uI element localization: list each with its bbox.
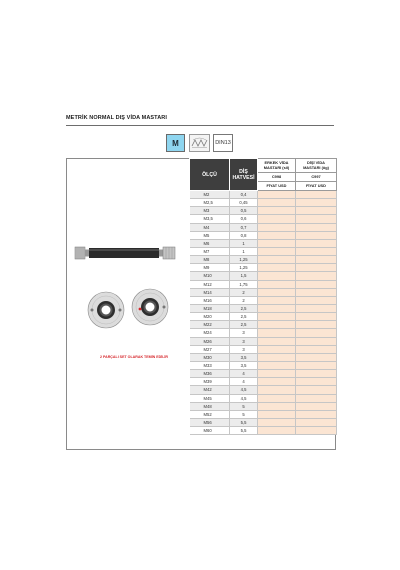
table-row bbox=[190, 329, 337, 337]
female-gauge-header bbox=[296, 159, 337, 173]
table-row bbox=[190, 288, 337, 296]
female-price-cell bbox=[296, 272, 337, 280]
size-cell: M24 bbox=[190, 329, 230, 337]
pitch-cell: 0,7 bbox=[230, 223, 258, 231]
male-gauge-header bbox=[258, 159, 296, 173]
size-cell: M16 bbox=[190, 296, 230, 304]
female-price-cell bbox=[296, 223, 337, 231]
male-price-cell bbox=[258, 247, 296, 255]
pitch-cell: 1,5 bbox=[230, 272, 258, 280]
female-price-cell bbox=[296, 239, 337, 247]
female-price-cell bbox=[296, 199, 337, 207]
table-row bbox=[190, 386, 337, 394]
size-cell: M30 bbox=[190, 353, 230, 361]
male-price-cell bbox=[258, 353, 296, 361]
male-price-cell bbox=[258, 370, 296, 378]
table-row bbox=[190, 264, 337, 272]
size-cell: M48 bbox=[190, 402, 230, 410]
pitch-cell: 0,45 bbox=[230, 199, 258, 207]
male-price-cell bbox=[258, 239, 296, 247]
male-price-label: FİYAT USD bbox=[258, 182, 296, 191]
pitch-cell: 5,5 bbox=[230, 427, 258, 435]
size-cell: M7 bbox=[190, 247, 230, 255]
table-row bbox=[190, 370, 337, 378]
set-note: 2 PARÇALI SET OLARAK TEMİN EDİLİR bbox=[99, 355, 169, 359]
pitch-cell: 4,5 bbox=[230, 394, 258, 402]
female-price-cell bbox=[296, 247, 337, 255]
table-row bbox=[190, 191, 337, 199]
pitch-cell: 3 bbox=[230, 337, 258, 345]
table-row bbox=[190, 353, 337, 361]
pitch-header-line2: HATVESİ bbox=[232, 174, 255, 181]
pitch-cell: 5,5 bbox=[230, 418, 258, 426]
table-row bbox=[190, 231, 337, 239]
female-price-cell bbox=[296, 207, 337, 215]
female-price-cell bbox=[296, 370, 337, 378]
metric-m-badge: M bbox=[166, 134, 185, 152]
table-row bbox=[190, 304, 337, 312]
pitch-cell: 4 bbox=[230, 370, 258, 378]
din13-badge: DIN13 bbox=[213, 134, 233, 152]
table-row bbox=[190, 256, 337, 264]
female-price-cell bbox=[296, 418, 337, 426]
female-price-cell bbox=[296, 321, 337, 329]
page-title: METRİK NORMAL DIŞ VİDA MASTARI bbox=[66, 115, 167, 121]
male-price-cell bbox=[258, 207, 296, 215]
pitch-cell: 4 bbox=[230, 378, 258, 386]
male-gauge-line2: MASTARI (sil) bbox=[263, 164, 290, 170]
female-price-cell bbox=[296, 280, 337, 288]
female-price-cell bbox=[296, 264, 337, 272]
male-price-cell bbox=[258, 264, 296, 272]
male-price-cell bbox=[258, 288, 296, 296]
male-price-cell bbox=[258, 199, 296, 207]
table-row bbox=[190, 272, 337, 280]
male-price-cell bbox=[258, 223, 296, 231]
female-price-cell bbox=[296, 215, 337, 223]
male-price-cell bbox=[258, 337, 296, 345]
pitch-cell: 3,5 bbox=[230, 361, 258, 369]
female-price-cell bbox=[296, 313, 337, 321]
table-row bbox=[190, 223, 337, 231]
size-cell: M26 bbox=[190, 337, 230, 345]
male-price-cell bbox=[258, 280, 296, 288]
size-cell: M14 bbox=[190, 288, 230, 296]
size-cell: M52 bbox=[190, 410, 230, 418]
female-price-cell bbox=[296, 231, 337, 239]
pitch-cell: 5 bbox=[230, 410, 258, 418]
table-row bbox=[190, 402, 337, 410]
pitch-cell: 1,75 bbox=[230, 280, 258, 288]
male-price-cell bbox=[258, 296, 296, 304]
pitch-column-header bbox=[230, 159, 258, 191]
male-price-cell bbox=[258, 378, 296, 386]
female-price-cell bbox=[296, 378, 337, 386]
ring-gauge-go-icon bbox=[88, 292, 124, 328]
size-cell: M10 bbox=[190, 272, 230, 280]
pitch-header-line1: DİŞ bbox=[239, 168, 248, 175]
pitch-cell: 3 bbox=[230, 345, 258, 353]
male-price-cell bbox=[258, 386, 296, 394]
table-row bbox=[190, 296, 337, 304]
pitch-cell: 3,5 bbox=[230, 353, 258, 361]
pitch-cell: 4,5 bbox=[230, 386, 258, 394]
table-row bbox=[190, 394, 337, 402]
ring-gauge-nogo-icon bbox=[132, 289, 168, 325]
size-cell: M6 bbox=[190, 239, 230, 247]
male-price-cell bbox=[258, 427, 296, 435]
female-price-cell bbox=[296, 256, 337, 264]
pitch-cell: 1,25 bbox=[230, 264, 258, 272]
male-price-cell bbox=[258, 418, 296, 426]
table-row bbox=[190, 239, 337, 247]
male-price-cell bbox=[258, 304, 296, 312]
size-cell: M3 bbox=[190, 207, 230, 215]
table-row bbox=[190, 345, 337, 353]
female-price-cell bbox=[296, 410, 337, 418]
thread-profile-icon bbox=[189, 134, 210, 152]
size-cell: M56 bbox=[190, 418, 230, 426]
table-row bbox=[190, 199, 337, 207]
male-price-cell bbox=[258, 410, 296, 418]
pitch-cell: 2,5 bbox=[230, 321, 258, 329]
size-cell: M33 bbox=[190, 361, 230, 369]
size-cell: M2,5 bbox=[190, 199, 230, 207]
size-cell: M9 bbox=[190, 264, 230, 272]
male-price-cell bbox=[258, 361, 296, 369]
female-price-cell bbox=[296, 427, 337, 435]
size-cell: M22 bbox=[190, 321, 230, 329]
female-gauge-line2: MASTARI (ög) bbox=[303, 164, 329, 170]
size-cell: M3,5 bbox=[190, 215, 230, 223]
size-cell: M18 bbox=[190, 304, 230, 312]
size-cell: M12 bbox=[190, 280, 230, 288]
female-code: C997 bbox=[296, 173, 337, 182]
female-price-cell bbox=[296, 304, 337, 312]
table-row bbox=[190, 280, 337, 288]
female-price-cell bbox=[296, 337, 337, 345]
male-price-cell bbox=[258, 231, 296, 239]
pitch-cell: 0,6 bbox=[230, 215, 258, 223]
pitch-cell: 2 bbox=[230, 296, 258, 304]
male-code: C998 bbox=[258, 173, 296, 182]
pitch-cell: 1 bbox=[230, 239, 258, 247]
size-cell: M42 bbox=[190, 386, 230, 394]
table-row bbox=[190, 410, 337, 418]
table-row bbox=[190, 361, 337, 369]
pitch-cell: 1,25 bbox=[230, 256, 258, 264]
pitch-cell: 3 bbox=[230, 329, 258, 337]
size-cell: M4 bbox=[190, 223, 230, 231]
male-price-cell bbox=[258, 272, 296, 280]
female-price-cell bbox=[296, 288, 337, 296]
pitch-cell: 1 bbox=[230, 247, 258, 255]
male-gauge-line1: ERKEK VİDA bbox=[264, 160, 289, 166]
table-row bbox=[190, 418, 337, 426]
female-price-cell bbox=[296, 361, 337, 369]
gauge-price-table bbox=[189, 158, 337, 435]
male-price-cell bbox=[258, 394, 296, 402]
male-price-cell bbox=[258, 345, 296, 353]
size-cell: M60 bbox=[190, 427, 230, 435]
plug-gauge-icon bbox=[75, 247, 175, 259]
male-price-cell bbox=[258, 215, 296, 223]
size-cell: M8 bbox=[190, 256, 230, 264]
pitch-cell: 2,5 bbox=[230, 304, 258, 312]
size-cell: M39 bbox=[190, 378, 230, 386]
size-column-header: ÖLÇÜ bbox=[190, 159, 230, 191]
table-row bbox=[190, 207, 337, 215]
table-row bbox=[190, 321, 337, 329]
table-row bbox=[190, 247, 337, 255]
pitch-cell: 2,5 bbox=[230, 313, 258, 321]
thread-profile-svg bbox=[190, 135, 209, 151]
size-cell: M5 bbox=[190, 231, 230, 239]
female-price-cell bbox=[296, 394, 337, 402]
size-cell: M20 bbox=[190, 313, 230, 321]
table-row bbox=[190, 313, 337, 321]
female-price-cell bbox=[296, 345, 337, 353]
male-price-cell bbox=[258, 313, 296, 321]
title-divider bbox=[66, 125, 334, 126]
gauge-product-image bbox=[72, 241, 182, 333]
table-row bbox=[190, 427, 337, 435]
table-row bbox=[190, 337, 337, 345]
table-row bbox=[190, 215, 337, 223]
table-body bbox=[190, 191, 337, 435]
female-price-cell bbox=[296, 329, 337, 337]
female-price-cell bbox=[296, 386, 337, 394]
size-cell: M36 bbox=[190, 370, 230, 378]
pitch-cell: 2 bbox=[230, 288, 258, 296]
size-cell: M27 bbox=[190, 345, 230, 353]
male-price-cell bbox=[258, 321, 296, 329]
size-cell: M2 bbox=[190, 191, 230, 199]
female-price-label: FİYAT USD bbox=[296, 182, 337, 191]
female-price-cell bbox=[296, 191, 337, 199]
pitch-cell: 0,4 bbox=[230, 191, 258, 199]
male-price-cell bbox=[258, 402, 296, 410]
size-cell: M45 bbox=[190, 394, 230, 402]
male-price-cell bbox=[258, 329, 296, 337]
female-gauge-line1: DİŞİ VİDA bbox=[307, 160, 325, 166]
male-price-cell bbox=[258, 191, 296, 199]
pitch-cell: 0,8 bbox=[230, 231, 258, 239]
female-price-cell bbox=[296, 296, 337, 304]
female-price-cell bbox=[296, 402, 337, 410]
male-price-cell bbox=[258, 256, 296, 264]
pitch-cell: 0,5 bbox=[230, 207, 258, 215]
female-price-cell bbox=[296, 353, 337, 361]
table-row bbox=[190, 378, 337, 386]
pitch-cell: 5 bbox=[230, 402, 258, 410]
